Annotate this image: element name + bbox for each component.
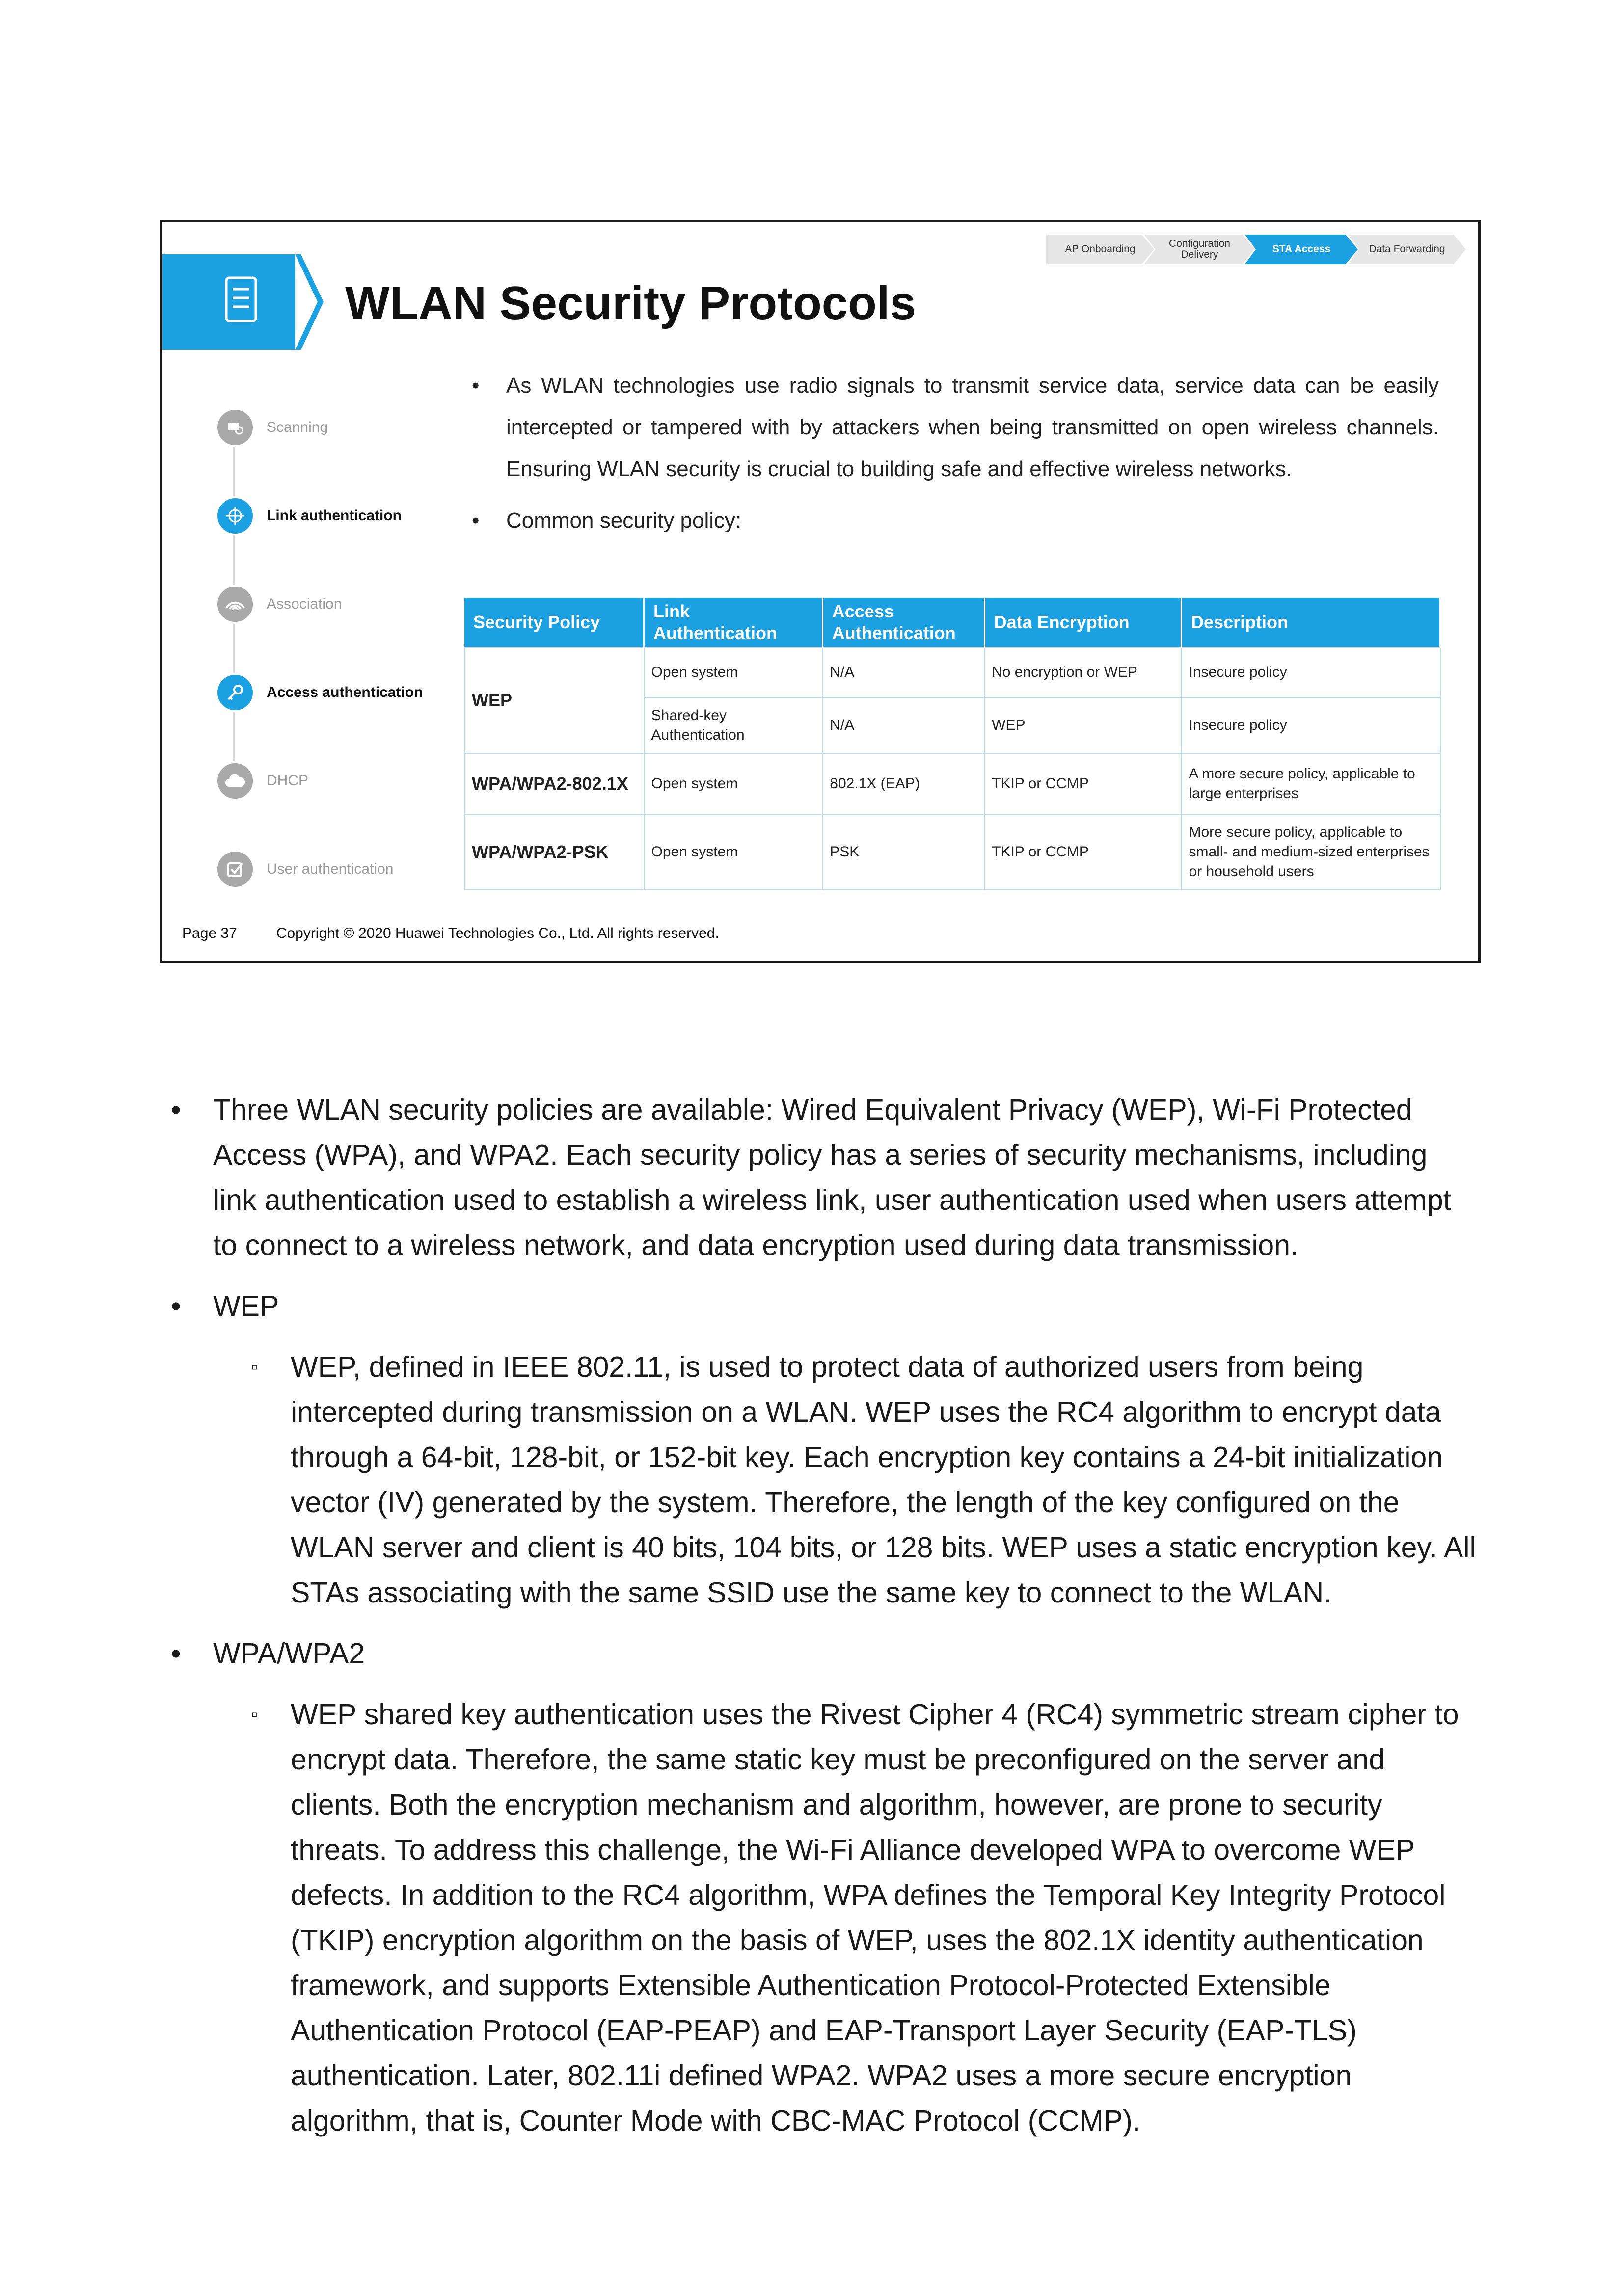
table-cell: TKIP or CCMP xyxy=(984,814,1181,890)
table-cell: N/A xyxy=(822,697,984,753)
table-cell-policy: WPA/WPA2-PSK xyxy=(464,814,644,890)
banner-chevron xyxy=(295,254,325,350)
heading-wep: • WEP xyxy=(171,1283,1477,1329)
sidebar-item-user-authentication: User authentication xyxy=(216,850,394,889)
table-header-row xyxy=(464,598,1440,647)
slide-bullet: • As WLAN technologies use radio signals to transmit service data, service data can be easily intercepted or tampered with by attackers when being transmitted on open wireless channels. Ensuring WLAN security is crucial to building safe and effective wireless networks. xyxy=(467,365,1439,490)
table-cell: N/A xyxy=(822,647,984,697)
table-header: Security Policy xyxy=(464,598,644,647)
table-header: Description xyxy=(1182,598,1440,647)
checkbox-icon xyxy=(216,850,255,889)
sub-bullet: ▫ xyxy=(251,1357,258,1377)
slide-footer xyxy=(182,925,719,942)
table-row xyxy=(464,753,1440,814)
sidebar-item-access-authentication: Access authentication xyxy=(216,673,423,712)
table-cell: TKIP or CCMP xyxy=(984,753,1181,814)
step-configuration-delivery: Configuration Delivery xyxy=(1144,235,1255,264)
sidebar-item-dhcp: DHCP xyxy=(216,761,308,801)
bullet: • xyxy=(171,1637,181,1670)
process-steps xyxy=(1046,235,1468,264)
step-data-forwarding: Data Forwarding xyxy=(1348,235,1466,264)
table-header: Access Authentication xyxy=(822,598,984,647)
paragraph-wpa: ▫ WEP shared key authentication uses the Rivest Cipher 4 (RC4) symmetric stream cipher to encrypt data. Therefore, the same static key must be preconfigured on the server and clients. Both the encryption mechanism and algorithm, however, are prone to security threats. To address this challenge, the Wi-Fi Alliance developed WPA to overcome WEP defects. In addition to the RC4 algorithm, WPA defines the Temporal Key Integrity Protocol (TKIP) encryption algorithm on the basis of WEP, uses the 802.1X identity authentication framework, and supports Extensible Authentication Protocol-Protected Extensible Authentication Protocol (EAP-PEAP) and EAP-Transport Layer Security (EAP-TLS) authentication. Later, 802.11i defined WPA2. WPA2 uses a more secure encryption algorithm, that is, Counter Mode with CBC-MAC Protocol (CCMP). xyxy=(171,1692,1477,2143)
wifi-icon xyxy=(216,585,255,624)
table-cell: Open system xyxy=(644,647,823,697)
document-icon xyxy=(224,275,258,324)
slide-bullet: • Common security policy: xyxy=(467,500,1439,541)
sidebar-item-scanning: Scanning xyxy=(216,408,328,447)
table-cell: Shared-key Authentication xyxy=(644,697,823,753)
sidebar-item-link-authentication: Link authentication xyxy=(216,496,402,535)
slide-title: WLAN Security Protocols xyxy=(345,277,916,329)
table-row xyxy=(464,647,1440,697)
sidebar-item-association: Association xyxy=(216,585,342,624)
step-ap-onboarding: AP Onboarding xyxy=(1046,235,1154,264)
body-text xyxy=(171,1087,1477,2159)
table-cell: Open system xyxy=(644,814,823,890)
copyright: Copyright © 2020 Huawei Technologies Co., Ltd. All rights reserved. xyxy=(276,925,719,941)
slide xyxy=(160,220,1481,963)
table-header: Data Encryption xyxy=(984,598,1181,647)
table-cell: Insecure policy xyxy=(1182,647,1440,697)
table-cell: A more secure policy, applicable to large enterprises xyxy=(1182,753,1440,814)
heading-wpa: • WPA/WPA2 xyxy=(171,1631,1477,1676)
key-icon xyxy=(216,673,255,712)
link-auth-icon xyxy=(216,496,255,535)
table-cell: WEP xyxy=(984,697,1181,753)
table-cell: 802.1X (EAP) xyxy=(822,753,984,814)
table-header: Link Authentication xyxy=(644,598,823,647)
security-policy-table xyxy=(464,598,1441,890)
table-row xyxy=(464,814,1440,890)
table-cell-policy: WEP xyxy=(464,647,644,753)
table-cell: Open system xyxy=(644,753,823,814)
table-cell: No encryption or WEP xyxy=(984,647,1181,697)
bullet: • xyxy=(171,1290,181,1322)
slide-bullets xyxy=(467,365,1439,541)
step-sta-access: STA Access xyxy=(1245,235,1358,264)
scan-icon xyxy=(216,408,255,447)
cloud-icon xyxy=(216,761,255,801)
page-number: Page 37 xyxy=(182,925,237,941)
table-cell-policy: WPA/WPA2-802.1X xyxy=(464,753,644,814)
bullet: • xyxy=(171,1094,181,1126)
paragraph-wep: ▫ WEP, defined in IEEE 802.11, is used to protect data of authorized users from being intercepted during transmission on a WLAN. WEP uses the RC4 algorithm to encrypt data through a 64-bit, 128-bit, or 152-bit key. Each encryption key contains a 24-bit initialization vector (IV) generated by the system. Therefore, the length of the key configured on the WLAN server and client is 40 bits, 104 bits, or 128 bits. WEP uses a static encryption key. All STAs associating with the same SSID use the same key to connect to the WLAN. xyxy=(171,1344,1477,1615)
table-cell: Insecure policy xyxy=(1182,697,1440,753)
table-cell: More secure policy, applicable to small- and medium-sized enterprises or household users xyxy=(1182,814,1440,890)
table-cell: PSK xyxy=(822,814,984,890)
sub-bullet: ▫ xyxy=(251,1704,258,1724)
paragraph-intro: • Three WLAN security policies are available: Wired Equivalent Privacy (WEP), Wi-Fi Protected Access (WPA), and WPA2. Each security policy has a series of security mechanisms, including link authentication used to establish a wireless link, user authentication used when users attempt to connect to a wireless network, and data encryption used during data transmission. xyxy=(171,1087,1477,1268)
